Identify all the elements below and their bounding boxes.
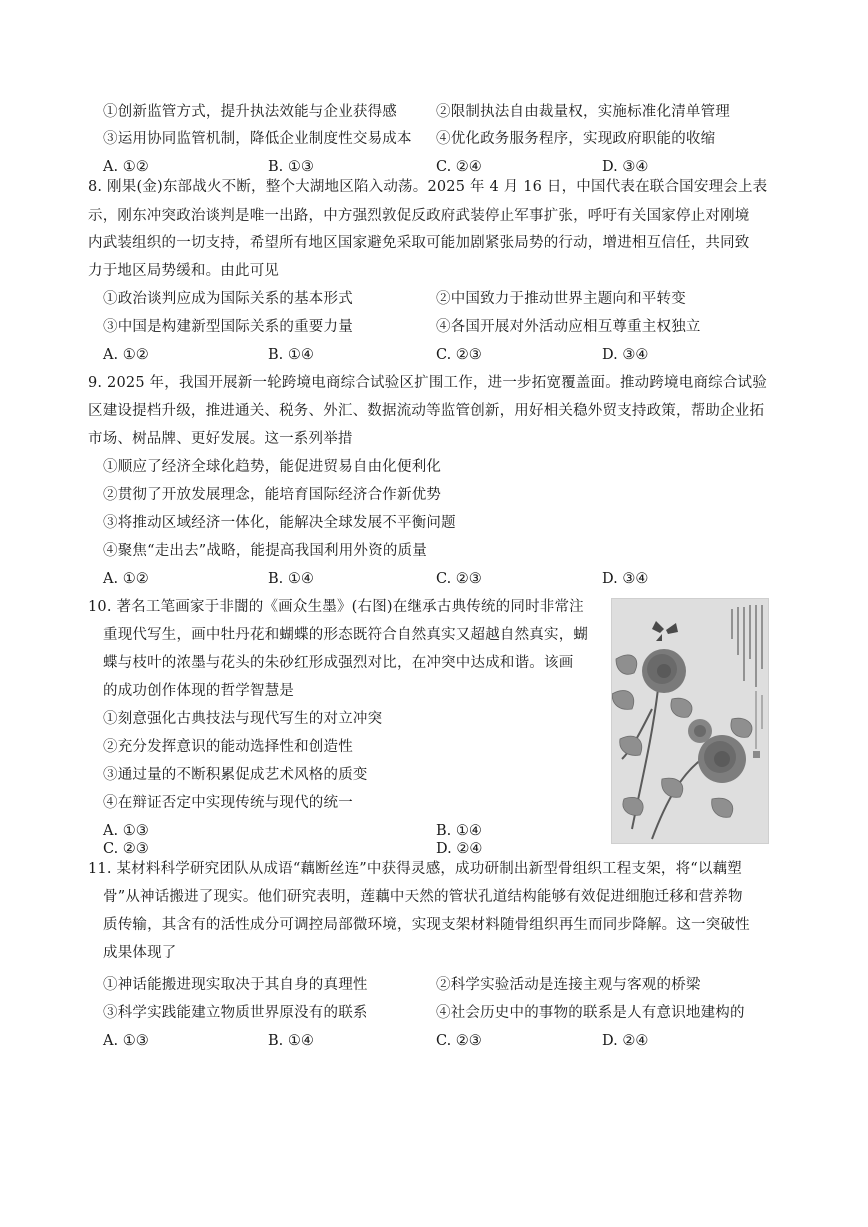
q8-stem-line-4: 力于地区局势缓和。由此可见 [88, 263, 280, 279]
q10-stem-line-2: 重现代写生，画中牡丹花和蝴蝶的形态既符合自然真实又超越自然真实，蝴 [103, 627, 589, 643]
q11-statement-3: ③科学实践能建立物质世界原没有的联系 [103, 1005, 368, 1021]
q8-option-c: C. ②③ [436, 347, 482, 363]
q9-statement-1: ①顺应了经济全球化趋势，能促进贸易自由化便利化 [103, 459, 442, 475]
q7-statement-3: ③运用协同监管机制，降低企业制度性交易成本 [103, 131, 412, 147]
q8-statement-4: ④各国开展对外活动应相互尊重主权独立 [436, 319, 701, 335]
q10-statement-2: ②充分发挥意识的能动选择性和创造性 [103, 739, 353, 755]
q11-stem-line-2: 骨”从神话搬进了现实。他们研究表明，莲藕中天然的管状孔道结构能够有效促进细胞迁移和营养物 [103, 889, 743, 905]
q10-statement-1: ①刻意强化古典技法与现代写生的对立冲突 [103, 711, 383, 727]
q10-stem-line-4: 的成功创作体现的哲学智慧是 [103, 683, 295, 699]
q7-option-b: B. ①③ [268, 159, 314, 175]
q8-stem-line-2: 示，刚东冲突政治谈判是唯一出路，中方强烈敦促反政府武装停止军事扩张，呼吁有关国家停止对刚境 [88, 208, 750, 224]
q8-option-b: B. ①④ [268, 347, 314, 363]
q8-stem-line-3: 内武装组织的一切支持，希望所有地区国家避免采取可能加剧紧张局势的行动，增进相互信任，共同致 [88, 235, 750, 251]
q9-statement-4: ④聚焦“走出去”战略，能提高我国利用外资的质量 [103, 543, 427, 559]
q10-statement-3: ③通过量的不断积累促成艺术风格的质变 [103, 767, 368, 783]
q9-option-a: A. ①② [103, 571, 149, 587]
q8-statement-3: ③中国是构建新型国际关系的重要力量 [103, 319, 353, 335]
q8-stem-line-1: 8. 刚果(金)东部战火不断，整个大湖地区陷入动荡。2025 年 4 月 16 日，中国代表在联合国安理会上表 [88, 179, 768, 195]
q9-option-b: B. ①④ [268, 571, 314, 587]
q8-statement-1: ①政治谈判应成为国际关系的基本形式 [103, 291, 353, 307]
q7-statement-2: ②限制执法自由裁量权，实施标准化清单管理 [436, 104, 730, 120]
painting-illustration [612, 599, 768, 843]
q7-statement-4: ④优化政务服务程序，实现政府职能的收缩 [436, 131, 716, 147]
q7-statement-1: ①创新监管方式，提升执法效能与企业获得感 [103, 104, 397, 120]
q11-statement-2: ②科学实验活动是连接主观与客观的桥梁 [436, 977, 701, 993]
q11-stem-line-4: 成果体现了 [103, 945, 177, 961]
q11-statement-4: ④社会历史中的事物的联系是人有意识地建构的 [436, 1005, 745, 1021]
q9-option-c: C. ②③ [436, 571, 482, 587]
q9-stem-line-1: 9. 2025 年，我国开展新一轮跨境电商综合试验区扩围工作，进一步拓宽覆盖面。推动跨境电商综合试验 [88, 375, 767, 391]
q10-option-b: B. ①④ [436, 823, 482, 839]
q10-stem-line-1: 10. 著名工笔画家于非闇的《画众生墨》(右图)在继承古典传统的同时非常注 [88, 599, 584, 615]
q9-stem-line-2: 区建设提档升级，推进通关、税务、外汇、数据流动等监管创新，用好相关稳外贸支持政策，帮助企业拓 [88, 403, 765, 419]
q11-option-c: C. ②③ [436, 1033, 482, 1049]
q11-option-a: A. ①③ [103, 1033, 149, 1049]
q7-option-a: A. ①② [103, 159, 149, 175]
q9-statement-3: ③将推动区域经济一体化，能解决全球发展不平衡问题 [103, 515, 456, 531]
q11-option-d: D. ②④ [602, 1033, 649, 1049]
peony-butterfly-painting [611, 598, 769, 844]
q10-stem-line-3: 蝶与枝叶的浓墨与花头的朱砂红形成强烈对比，在冲突中达成和谐。该画 [103, 655, 574, 671]
q10-option-c: C. ②③ [103, 841, 149, 857]
q8-option-a: A. ①② [103, 347, 149, 363]
q8-option-d: D. ③④ [602, 347, 649, 363]
peony-flower-upper [642, 649, 686, 693]
q9-option-d: D. ③④ [602, 571, 649, 587]
q11-stem-line-3: 质传输，其含有的活性成分可调控局部微环境，实现支架材料随骨组织再生而同步降解。这一突破性 [103, 917, 750, 933]
q11-option-b: B. ①④ [268, 1033, 314, 1049]
q9-statement-2: ②贯彻了开放发展理念，能培育国际经济合作新优势 [103, 487, 442, 503]
q11-statement-1: ①神话能搬进现实取决于其自身的真理性 [103, 977, 368, 993]
q8-statement-2: ②中国致力于推动世界主题向和平转变 [436, 291, 686, 307]
q7-option-c: C. ②④ [436, 159, 482, 175]
q9-stem-line-3: 市场、树品牌、更好发展。这一系列举措 [88, 431, 353, 447]
q11-stem-line-1: 11. 某材料科学研究团队从成语“藕断丝连”中获得灵感，成功研制出新型骨组织工程支架，将“以藕塑 [88, 861, 743, 877]
q10-option-a: A. ①③ [103, 823, 149, 839]
q7-option-d: D. ③④ [602, 159, 649, 175]
peony-flower-small [688, 719, 712, 743]
q10-statement-4: ④在辩证否定中实现传统与现代的统一 [103, 795, 353, 811]
peony-flower-lower [698, 735, 746, 783]
q10-option-d: D. ②④ [436, 841, 483, 857]
